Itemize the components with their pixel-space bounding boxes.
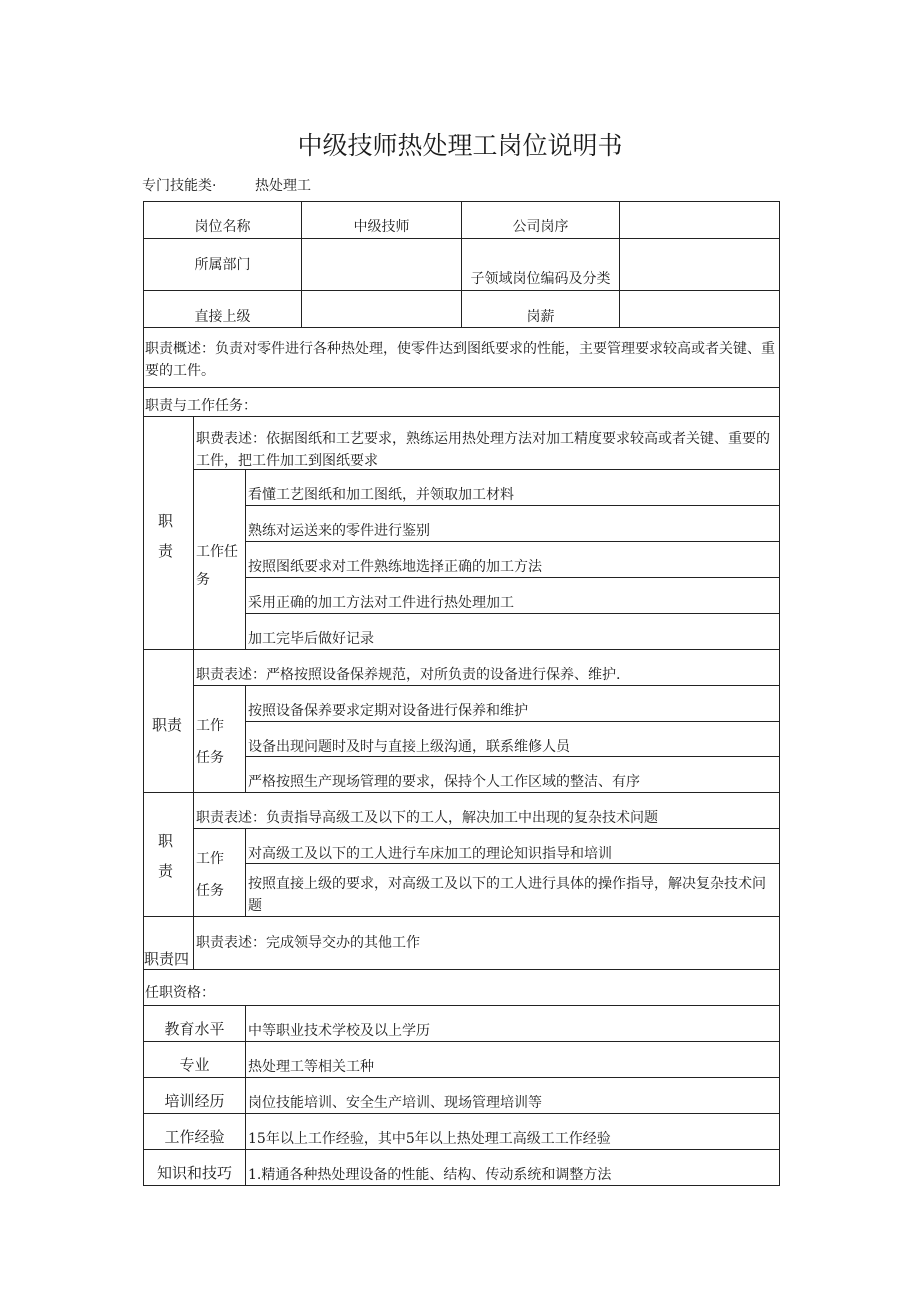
- duty-1-task-2: 熟练对运送来的零件进行鉴别: [248, 523, 430, 539]
- supervisor-label: 直接上级: [194, 309, 251, 325]
- subcode-label: 子领域岗位编码及分类: [470, 271, 611, 287]
- duty-1-task-4: 采用正确的加工方法对工件进行热处理加工: [248, 595, 514, 611]
- duty-4-label: 职责四: [144, 950, 190, 968]
- duty-1-task-3: 按照图纸要求对工件熟练地选择正确的加工方法: [248, 559, 542, 575]
- duty-1-task-label: 工作任务: [196, 544, 238, 588]
- duty-1-task-1: 看懂工艺图纸和加工图纸，并领取加工材料: [248, 487, 514, 503]
- duty-1-task-5: 加工完毕后做好记录: [248, 631, 374, 647]
- duty-2-label: 职责: [152, 716, 183, 734]
- position-name-label: 岗位名称: [194, 219, 251, 235]
- duty-2-task-label: 工作任务: [196, 718, 224, 766]
- qual-training-label: 培训经历: [164, 1092, 225, 1110]
- duty-2-desc: 职责表述：严格按照设备保养规范，对所负责的设备进行保养、维护.: [196, 667, 621, 683]
- summary-text: 负责对零件进行各种热处理，使零件达到图纸要求的性能，主要管理要求较高或者关键、重要的工件。: [145, 341, 775, 379]
- qual-education-label: 教育水平: [164, 1020, 225, 1038]
- qual-knowledge-value: 1.精通各种热处理设备的性能、结构、传动系统和调整方法: [248, 1167, 612, 1183]
- duty-2-task-2: 设备出现问题时及时与直接上级沟通，联系维修人员: [248, 739, 570, 755]
- qual-experience-label: 工作经验: [164, 1128, 225, 1146]
- page-title: 中级技师热处理工岗位说明书: [297, 131, 623, 160]
- duties-heading: 职责与工作任务：: [145, 398, 257, 414]
- duty-3-desc: 职责表述：负责指导高级工及以下的工人，解决加工中出现的复杂技术问题: [196, 810, 658, 826]
- company-seq-label: 公司岗序: [512, 219, 569, 235]
- qual-experience-value: 15年以上工作经验，其中5年以上热处理工高级工工作经验: [248, 1131, 611, 1147]
- duty-3-label: 职责: [158, 832, 174, 880]
- duty-3-task-label: 工作任务: [196, 851, 224, 899]
- category-value: 热处理工: [255, 178, 311, 194]
- qual-knowledge-label: 知识和技巧: [156, 1164, 232, 1182]
- category-label: 专门技能类·: [142, 178, 217, 194]
- salary-label: 岗薪: [526, 309, 555, 325]
- duty-4-desc: 职责表述：完成领导交办的其他工作: [196, 935, 420, 951]
- position-name-value: 中级技师: [353, 219, 410, 235]
- qual-education-value: 中等职业技术学校及以上学历: [248, 1023, 430, 1039]
- duty-3-task-2: 按照直接上级的要求，对高级工及以下的工人进行具体的操作指导，解决复杂技术问题: [248, 876, 766, 914]
- summary-label: 职责概述：: [145, 341, 215, 357]
- duty-1-label: 职责: [158, 512, 174, 560]
- duty-2-task-1: 按照设备保养要求定期对设备进行保养和维护: [248, 703, 528, 719]
- dept-label: 所属部门: [194, 257, 251, 273]
- duty-1-desc: 职费表述：依据图纸和工艺要求，熟练运用热处理方法对加工精度要求较高或者关键、重要的工件，把工件加工到图纸要求: [196, 431, 770, 469]
- qual-training-value: 岗位技能培训、安全生产培训、现场管理培训等: [248, 1095, 542, 1111]
- qual-major-label: 专业: [179, 1056, 210, 1074]
- qual-major-value: 热处理工等相关工种: [248, 1059, 374, 1075]
- qualifications-heading: 任职资格：: [145, 985, 215, 1001]
- duty-summary: [145, 338, 777, 382]
- duty-2-task-3: 严格按照生产现场管理的要求，保持个人工作区域的整洁、有序: [248, 774, 640, 790]
- duty-3-task-1: 对高级工及以下的工人进行车床加工的理论知识指导和培训: [248, 846, 612, 862]
